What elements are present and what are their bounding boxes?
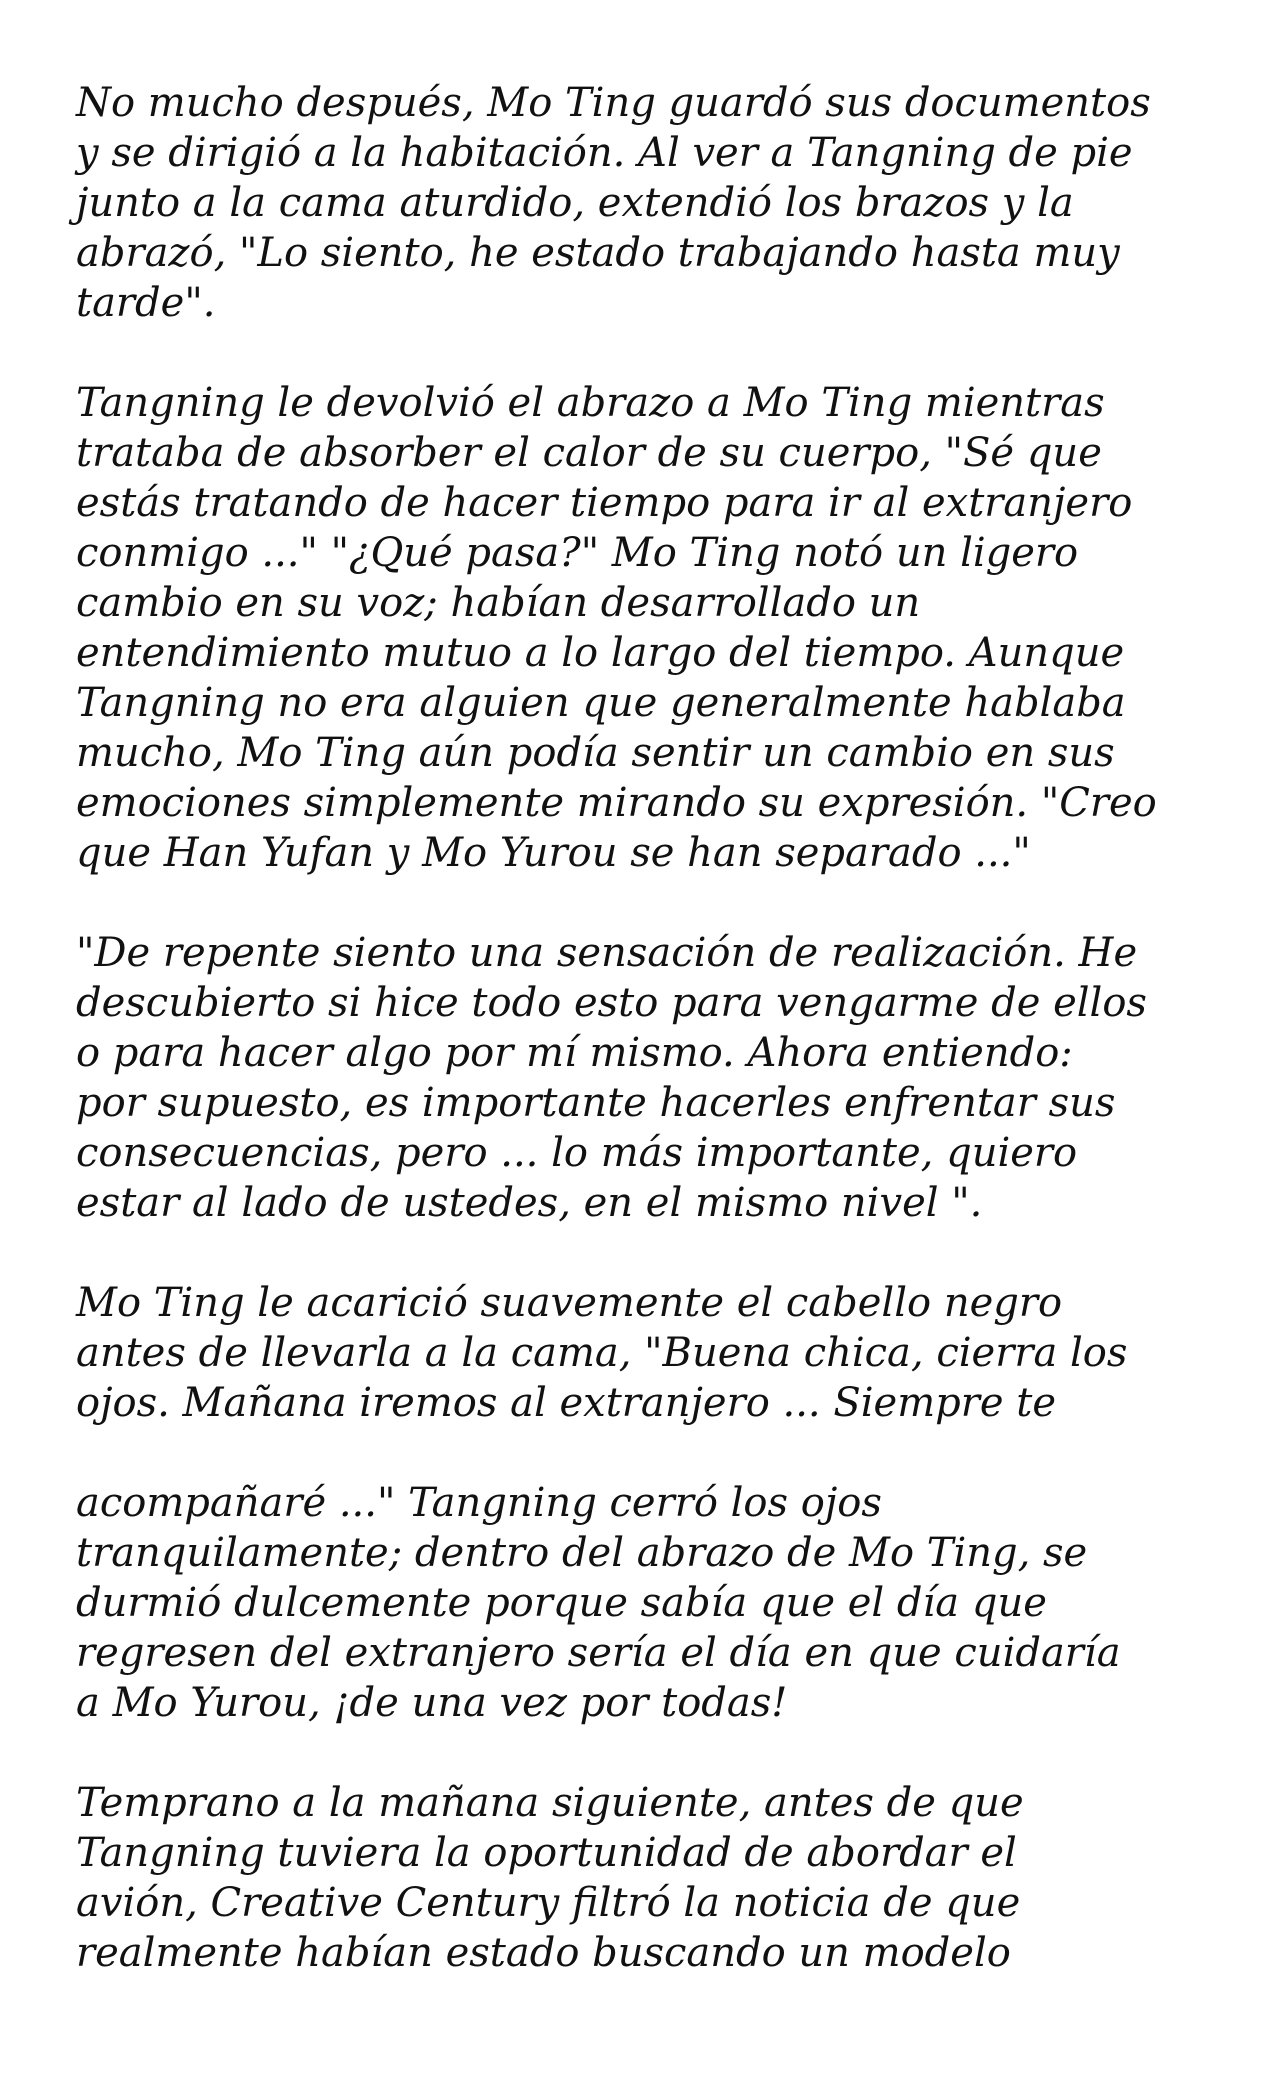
text-line: durmió dulcemente porque sabía que el día que: [76, 1580, 1047, 1626]
text-line: por supuesto, es importante hacerles enfrentar sus: [76, 1080, 1116, 1126]
text-line: regresen del extranjero sería el día en que cuidaría: [76, 1630, 1121, 1676]
text-line: antes de llevarla a la cama, "Buena chica, cierra los: [76, 1330, 1128, 1376]
text-line: que Han Yufan y Mo Yurou se han separado ...": [76, 830, 1031, 876]
text-line: emociones simplemente mirando su expresión. "Creo: [76, 780, 1157, 826]
paragraph-5: [76, 1478, 1226, 1728]
text-line: Mo Ting le acarició suavemente el cabello negro: [76, 1280, 1063, 1326]
document-page: [76, 78, 1226, 2028]
text-line: No mucho después, Mo Ting guardó sus documentos: [76, 80, 1151, 126]
text-line: trataba de absorber el calor de su cuerpo, "Sé que: [76, 430, 1102, 476]
text-line: o para hacer algo por mí mismo. Ahora entiendo:: [76, 1030, 1073, 1076]
paragraph-6: [76, 1778, 1226, 1978]
text-line: estar al lado de ustedes, en el mismo nivel ".: [76, 1180, 983, 1226]
text-line: junto a la cama aturdido, extendió los brazos y la: [76, 180, 1074, 226]
paragraph-3: [76, 928, 1226, 1228]
text-line: Tangning le devolvió el abrazo a Mo Ting mientras: [76, 380, 1105, 426]
text-line: Tangning no era alguien que generalmente hablaba: [76, 680, 1126, 726]
text-line: tarde".: [76, 280, 216, 326]
text-line: abrazó, "Lo siento, he estado trabajando hasta muy: [76, 230, 1120, 276]
text-line: mucho, Mo Ting aún podía sentir un cambio en sus: [76, 730, 1115, 776]
paragraph-1: [76, 78, 1226, 328]
text-line: entendimiento mutuo a lo largo del tiempo. Aunque: [76, 630, 1125, 676]
text-line: avión, Creative Century filtró la noticia de que: [76, 1880, 1021, 1926]
text-line: conmigo ..." "¿Qué pasa?" Mo Ting notó un ligero: [76, 530, 1079, 576]
text-line: "De repente siento una sensación de realización. He: [76, 930, 1138, 976]
text-line: estás tratando de hacer tiempo para ir al extranjero: [76, 480, 1133, 526]
paragraph-2: [76, 378, 1226, 878]
text-line: tranquilamente; dentro del abrazo de Mo Ting, se: [76, 1530, 1088, 1576]
text-line: acompañaré ..." Tangning cerró los ojos: [76, 1480, 882, 1526]
text-line: ojos. Mañana iremos al extranjero ... Siempre te: [76, 1380, 1056, 1426]
text-line: cambio en su voz; habían desarrollado un: [76, 580, 921, 626]
text-line: Temprano a la mañana siguiente, antes de que: [76, 1780, 1024, 1826]
text-line: a Mo Yurou, ¡de una vez por todas!: [76, 1680, 788, 1726]
text-line: descubierto si hice todo esto para vengarme de ellos: [76, 980, 1147, 1026]
text-line: consecuencias, pero ... lo más importante, quiero: [76, 1130, 1078, 1176]
text-line: realmente habían estado buscando un modelo: [76, 1930, 1011, 1976]
paragraph-4: [76, 1278, 1226, 1428]
text-line: y se dirigió a la habitación. Al ver a Tangning de pie: [76, 130, 1133, 176]
text-line: Tangning tuviera la oportunidad de abordar el: [76, 1830, 1017, 1876]
